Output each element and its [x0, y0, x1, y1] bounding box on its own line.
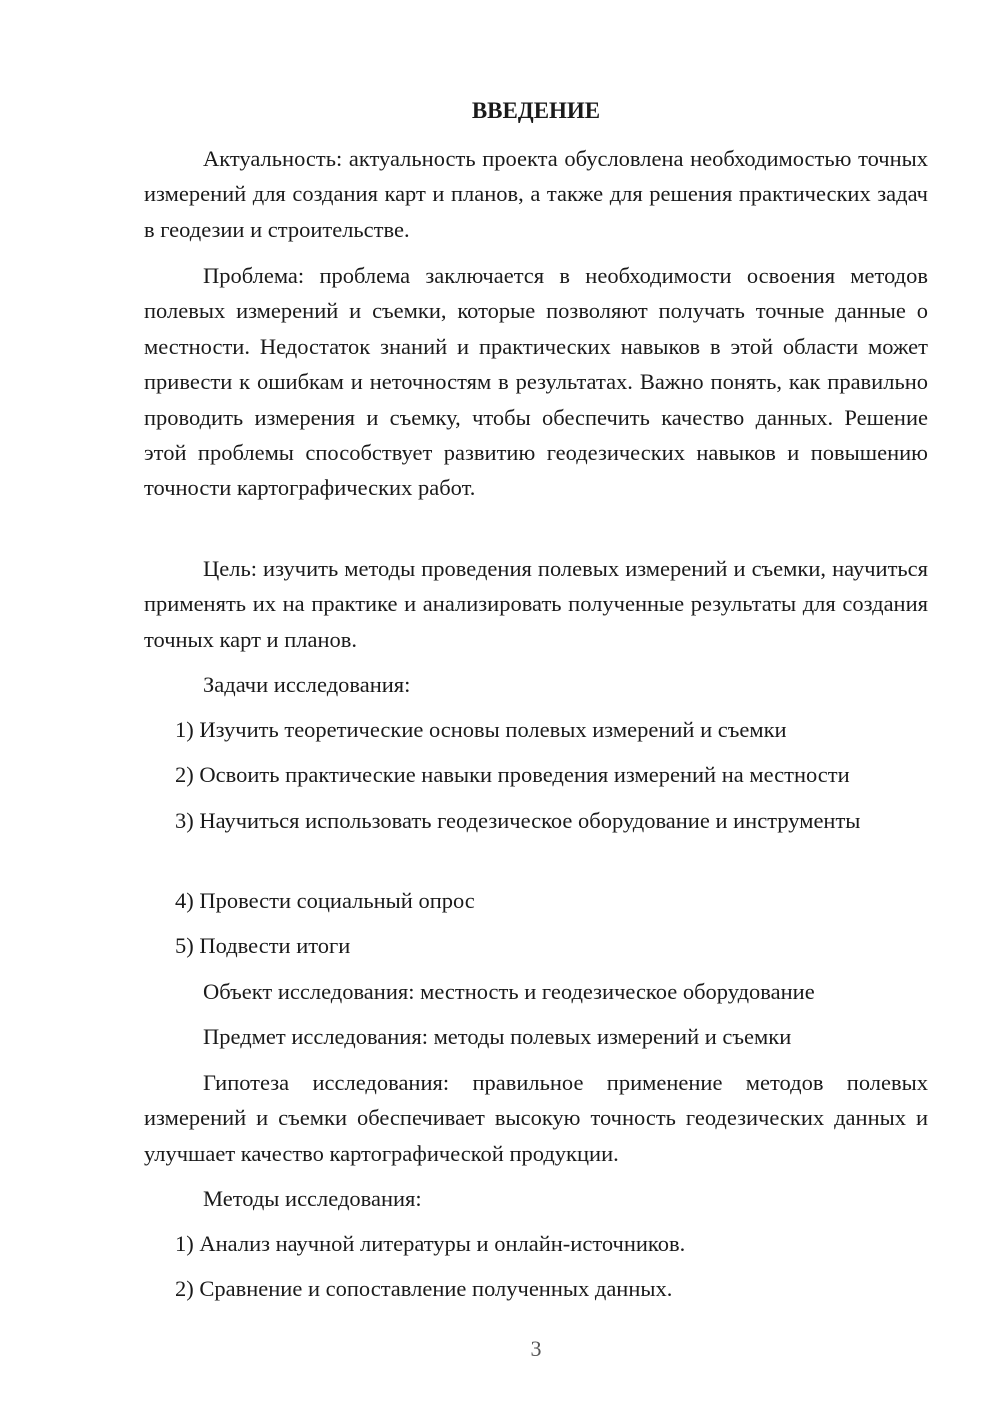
- page-number: 3: [530, 1336, 542, 1361]
- relevance-paragraph: Актуальность: актуальность проекта обусловлена необходимостью точных измерений для создания карт и планов, а также для решения практических задач в геодезии и строительстве.: [144, 146, 928, 242]
- methods-heading: Методы исследования:: [203, 1186, 422, 1211]
- task-item: 3) Научиться использовать геодезическое оборудование и инструменты: [175, 808, 861, 833]
- task-item: 1) Изучить теоретические основы полевых измерений и съемки: [175, 717, 787, 742]
- hypothesis-paragraph: Гипотеза исследования: правильное применение методов полевых измерений и съемки обеспечивает высокую точность геодезических данных и улучшает качество картографической продукции.: [144, 1070, 928, 1166]
- tasks-heading: Задачи исследования:: [203, 672, 411, 697]
- section-title: ВВЕДЕНИЕ: [471, 98, 601, 123]
- method-item: 2) Сравнение и сопоставление полученных данных.: [175, 1276, 673, 1301]
- object-paragraph: Объект исследования: местность и геодезическое оборудование: [203, 979, 815, 1004]
- problem-paragraph: Проблема: проблема заключается в необходимости освоения методов полевых измерений и съемки, которые позволяют получать точные данные о местности. Недостаток знаний и практических навыков в этой области может привести к ошибкам и неточностям в результатах. Важно понять, как правильно проводить измерения и съемку, чтобы обеспечить качество данных. Решение этой проблемы способствует развитию геодезических навыков и повышению точности картографических работ.: [144, 263, 928, 501]
- task-item: 2) Освоить практические навыки проведения измерений на местности: [175, 762, 850, 787]
- goal-paragraph: Цель: изучить методы проведения полевых измерений и съемки, научиться применять их на практике и анализировать полученные результаты для создания точных карт и планов.: [144, 556, 928, 652]
- subject-paragraph: Предмет исследования: методы полевых измерений и съемки: [203, 1024, 792, 1049]
- method-item: 1) Анализ научной литературы и онлайн-источников.: [175, 1231, 686, 1256]
- task-item: 5) Подвести итоги: [175, 933, 351, 958]
- task-item: 4) Провести социальный опрос: [175, 888, 475, 913]
